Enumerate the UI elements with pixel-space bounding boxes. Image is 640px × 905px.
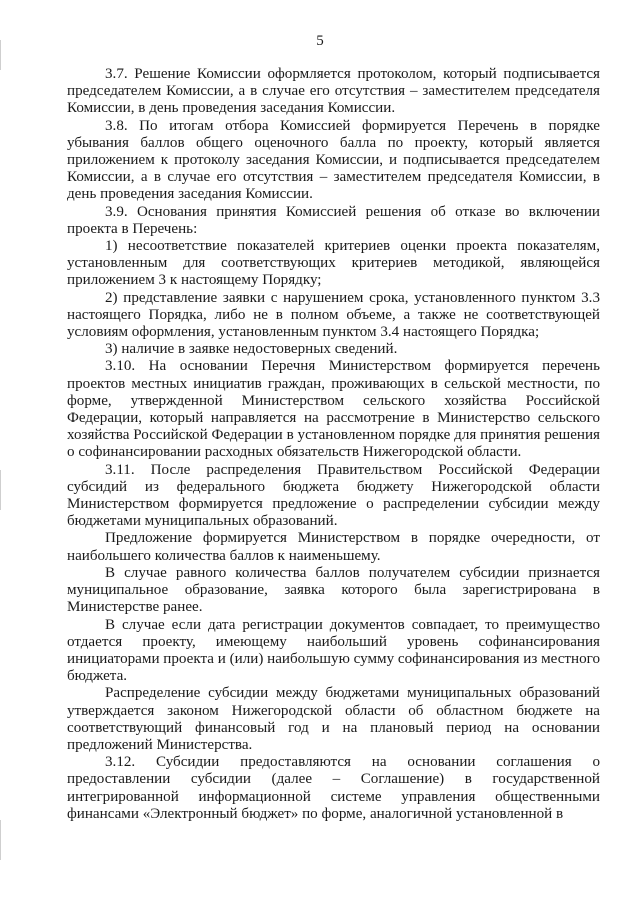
document-body: [67, 66, 600, 823]
list-item-2: 2) представление заявки с нарушением срока, установленного пунктом 3.3 настоящего Порядка, либо не в полном объеме, а также не соответствующей условиям оформления, установленным пунктом 3.4 настоящего Порядка;: [67, 289, 600, 341]
scan-edge-mark: [0, 470, 1, 510]
paragraph-3-12: 3.12. Субсидии предоставляются на основании соглашения о предоставлении субсидии (далее – Соглашение) в государственной интегрированной информационной системе управления общественными финансами «Электронный бюджет» по форме, аналогичной установленной в: [67, 754, 600, 822]
list-item-3: 3) наличие в заявке недостоверных сведений.: [105, 341, 398, 358]
page-number: 5: [316, 33, 324, 49]
list-item-1: 1) несоответствие показателей критериев оценки проекта показателям, установленным для соответствующих критериев методикой, являющейся приложением 3 к настоящему Порядку;: [67, 238, 600, 289]
paragraph-proposal: Предложение формируется Министерством в порядке очередности, от наибольшего количества баллов к наименьшему.: [67, 530, 600, 564]
paragraph-same-date: В случае если дата регистрации документов совпадает, то преимущество отдается проекту, имеющему наибольший уровень софинансирования инициаторами проекта и (или) наибольшую сумму софинансирования из местного бюджета.: [67, 616, 600, 685]
paragraph-3-11: 3.11. После распределения Правительством Российской Федерации субсидий из федерального бюджета бюджету Нижегородской области Министерством формируется предложение о распределении субсидии между бюджетами муниципальных образований.: [67, 461, 600, 530]
paragraph-equal-score: В случае равного количества баллов получателем субсидии признается муниципальное образование, заявка которого была зарегистрирована в Министерстве ранее.: [67, 564, 600, 616]
paragraph-3-7: 3.7. Решение Комиссии оформляется протоколом, который подписывается председателем Комиссии, а в случае его отсутствия – заместителем председателя Комиссии, в день проведения заседания Комиссии.: [67, 66, 600, 117]
paragraph-3-9: 3.9. Основания принятия Комиссией решения об отказе во включении проекта в Перечень:: [67, 203, 600, 237]
paragraph-3-10: 3.10. На основании Перечня Министерством формируется перечень проектов местных инициатив граждан, проживающих в сельской местности, по форме, утвержденной Министерством сельского хозяйства Российской Федерации, который направляется на рассмотрение в Министерство сельского хозяйства Российской Федерации в установленном порядке для принятия решения о софинансировании расходных обязательств Нижегородской области.: [67, 358, 600, 461]
paragraph-distribution: Распределение субсидии между бюджетами муниципальных образований утверждается законом Нижегородской области об областном бюджете на соответствующий финансовый год и на плановый период на основании предложений Министерства.: [67, 685, 600, 753]
scan-edge-mark: [0, 820, 1, 860]
paragraph-3-8: 3.8. По итогам отбора Комиссией формируется Перечень в порядке убывания баллов общего оценочного балла по проекту, который является приложением к протоколу заседания Комиссии, и подписывается председателем Комиссии, а в случае его отсутствия – заместителем председателя Комиссии, в день проведения заседания Комиссии.: [67, 117, 600, 203]
